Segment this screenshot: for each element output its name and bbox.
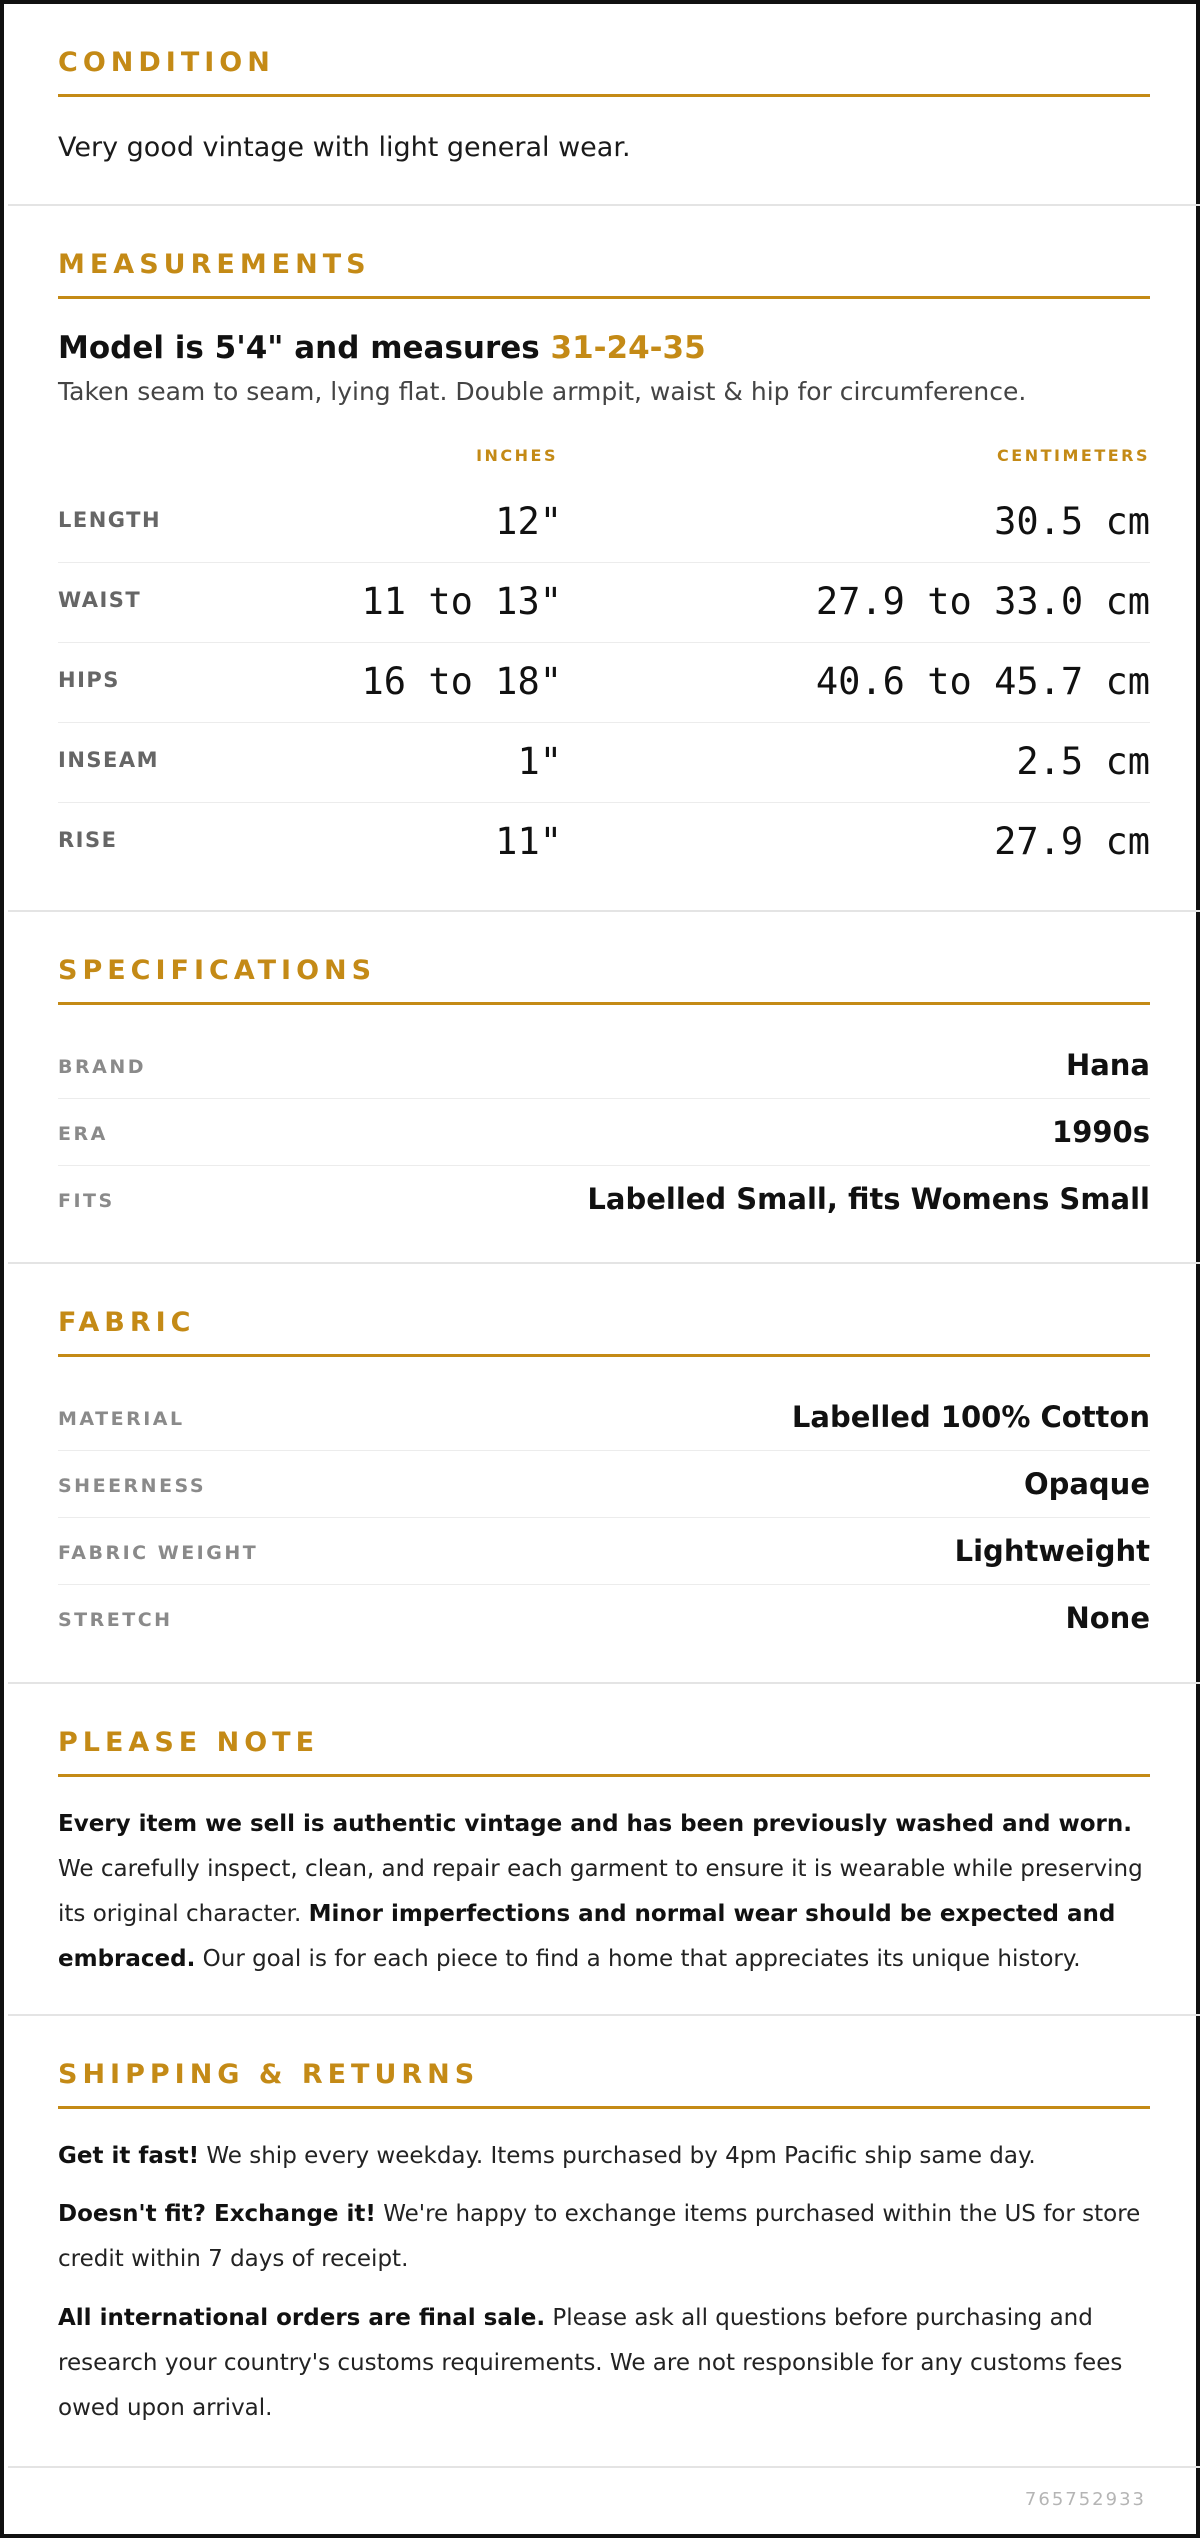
fabric-value: Opaque	[1023, 1467, 1150, 1501]
please-note-heading: PLEASE NOTE	[58, 1727, 320, 1758]
model-prefix: Model is 5'4" and measures	[58, 330, 551, 366]
shipping-heading: SHIPPING & RETURNS	[58, 2059, 480, 2090]
fabric-rule	[58, 1354, 1150, 1357]
measurement-row-rise	[58, 802, 1150, 882]
measurement-cm: 30.5 cm	[994, 500, 1150, 543]
measurement-row-inseam	[58, 722, 1150, 803]
measurements-section	[8, 206, 1200, 912]
fabric-label: FABRIC WEIGHT	[58, 1542, 259, 1564]
shipping-bold-2: Doesn't fit? Exchange it!	[58, 2201, 376, 2227]
note-bold-2: Minor imperfections and normal wear should be expected and embraced.	[58, 1901, 1116, 1972]
condition-rule	[58, 94, 1150, 97]
fabric-row-weight	[58, 1518, 1150, 1585]
spec-label: BRAND	[58, 1056, 146, 1078]
fabric-row-material	[58, 1384, 1150, 1451]
measurement-label: WAIST	[58, 588, 142, 612]
condition-text: Very good vintage with light general wear.	[58, 132, 631, 163]
spec-label: FITS	[58, 1190, 115, 1212]
model-line	[58, 328, 1150, 368]
please-note-section	[8, 1684, 1200, 2016]
measurements-heading: MEASUREMENTS	[58, 249, 371, 280]
measurement-inches: 16 to 18"	[361, 660, 562, 703]
shipping-rule	[58, 2106, 1150, 2109]
measurement-cm: 40.6 to 45.7 cm	[815, 660, 1150, 703]
shipping-paragraph-2	[58, 2192, 1150, 2282]
sku-number: 765752933	[1024, 2489, 1146, 2510]
fabric-section	[8, 1264, 1200, 1684]
fabric-heading: FABRIC	[58, 1307, 196, 1338]
measurement-inches: 12"	[495, 500, 562, 543]
shipping-text-3: Please ask all questions before purchasing and research your country's customs requirements. We are not responsible for any customs fees owed upon arrival.	[58, 2305, 1123, 2421]
fabric-label: MATERIAL	[58, 1408, 185, 1430]
measurement-cm: 2.5 cm	[1016, 740, 1150, 783]
measurement-cm: 27.9 to 33.0 cm	[815, 580, 1150, 623]
shipping-section	[8, 2016, 1200, 2468]
fabric-label: STRETCH	[58, 1609, 173, 1631]
spec-row-era	[58, 1099, 1150, 1166]
fabric-row-stretch	[58, 1585, 1150, 1651]
fabric-value: None	[1065, 1601, 1150, 1635]
measurement-label: HIPS	[58, 668, 120, 692]
fabric-label: SHEERNESS	[58, 1475, 207, 1497]
fabric-value: Labelled 100% Cotton	[791, 1400, 1150, 1434]
condition-heading: CONDITION	[58, 47, 275, 78]
measurement-cm: 27.9 cm	[994, 820, 1150, 863]
please-note-text	[58, 1802, 1150, 1982]
shipping-paragraph-3	[58, 2296, 1150, 2431]
shipping-text-1: We ship every weekday. Items purchased by 4pm Pacific ship same day.	[199, 2143, 1036, 2169]
please-note-rule	[58, 1774, 1150, 1777]
measurement-inches: 11 to 13"	[361, 580, 562, 623]
note-text-2: Our goal is for each piece to find a home that appreciates its unique history.	[195, 1946, 1081, 1972]
fabric-row-sheerness	[58, 1451, 1150, 1518]
shipping-paragraph-1	[58, 2134, 1150, 2179]
note-bold-1: Every item we sell is authentic vintage and has been previously washed and worn.	[58, 1811, 1132, 1837]
measurement-label: INSEAM	[58, 748, 160, 772]
specifications-section	[8, 912, 1200, 1264]
spec-value: 1990s	[1052, 1115, 1150, 1149]
measurement-row-length	[58, 482, 1150, 563]
measurement-label: LENGTH	[58, 508, 162, 532]
note-text-1: We carefully inspect, clean, and repair each garment to ensure it is wearable while preserving its original character.	[58, 1856, 1143, 1927]
measurement-label: RISE	[58, 828, 118, 852]
measurement-row-waist	[58, 562, 1150, 643]
fabric-value: Lightweight	[954, 1534, 1150, 1568]
spec-label: ERA	[58, 1123, 108, 1145]
measurement-inches: 11"	[495, 820, 562, 863]
spec-row-fits	[58, 1166, 1150, 1232]
specifications-rule	[58, 1002, 1150, 1005]
shipping-bold-3: All international orders are final sale.	[58, 2305, 546, 2331]
measurement-row-hips	[58, 642, 1150, 723]
spec-value: Hana	[1065, 1048, 1150, 1082]
model-stats: 31-24-35	[550, 330, 706, 366]
specifications-heading: SPECIFICATIONS	[58, 955, 377, 986]
condition-section	[8, 4, 1200, 206]
column-header-centimeters: CENTIMETERS	[997, 446, 1150, 465]
shipping-bold-1: Get it fast!	[58, 2143, 200, 2169]
measurement-note: Taken seam to seam, lying flat. Double armpit, waist & hip for circumference.	[58, 377, 1027, 406]
measurement-inches: 1"	[517, 740, 562, 783]
spec-row-brand	[58, 1032, 1150, 1099]
spec-value: Labelled Small, fits Womens Small	[587, 1182, 1150, 1216]
measurements-rule	[58, 296, 1150, 299]
column-header-inches: INCHES	[476, 446, 558, 465]
shipping-text-2: We're happy to exchange items purchased within the US for store credit within 7 days of receipt.	[58, 2201, 1141, 2272]
